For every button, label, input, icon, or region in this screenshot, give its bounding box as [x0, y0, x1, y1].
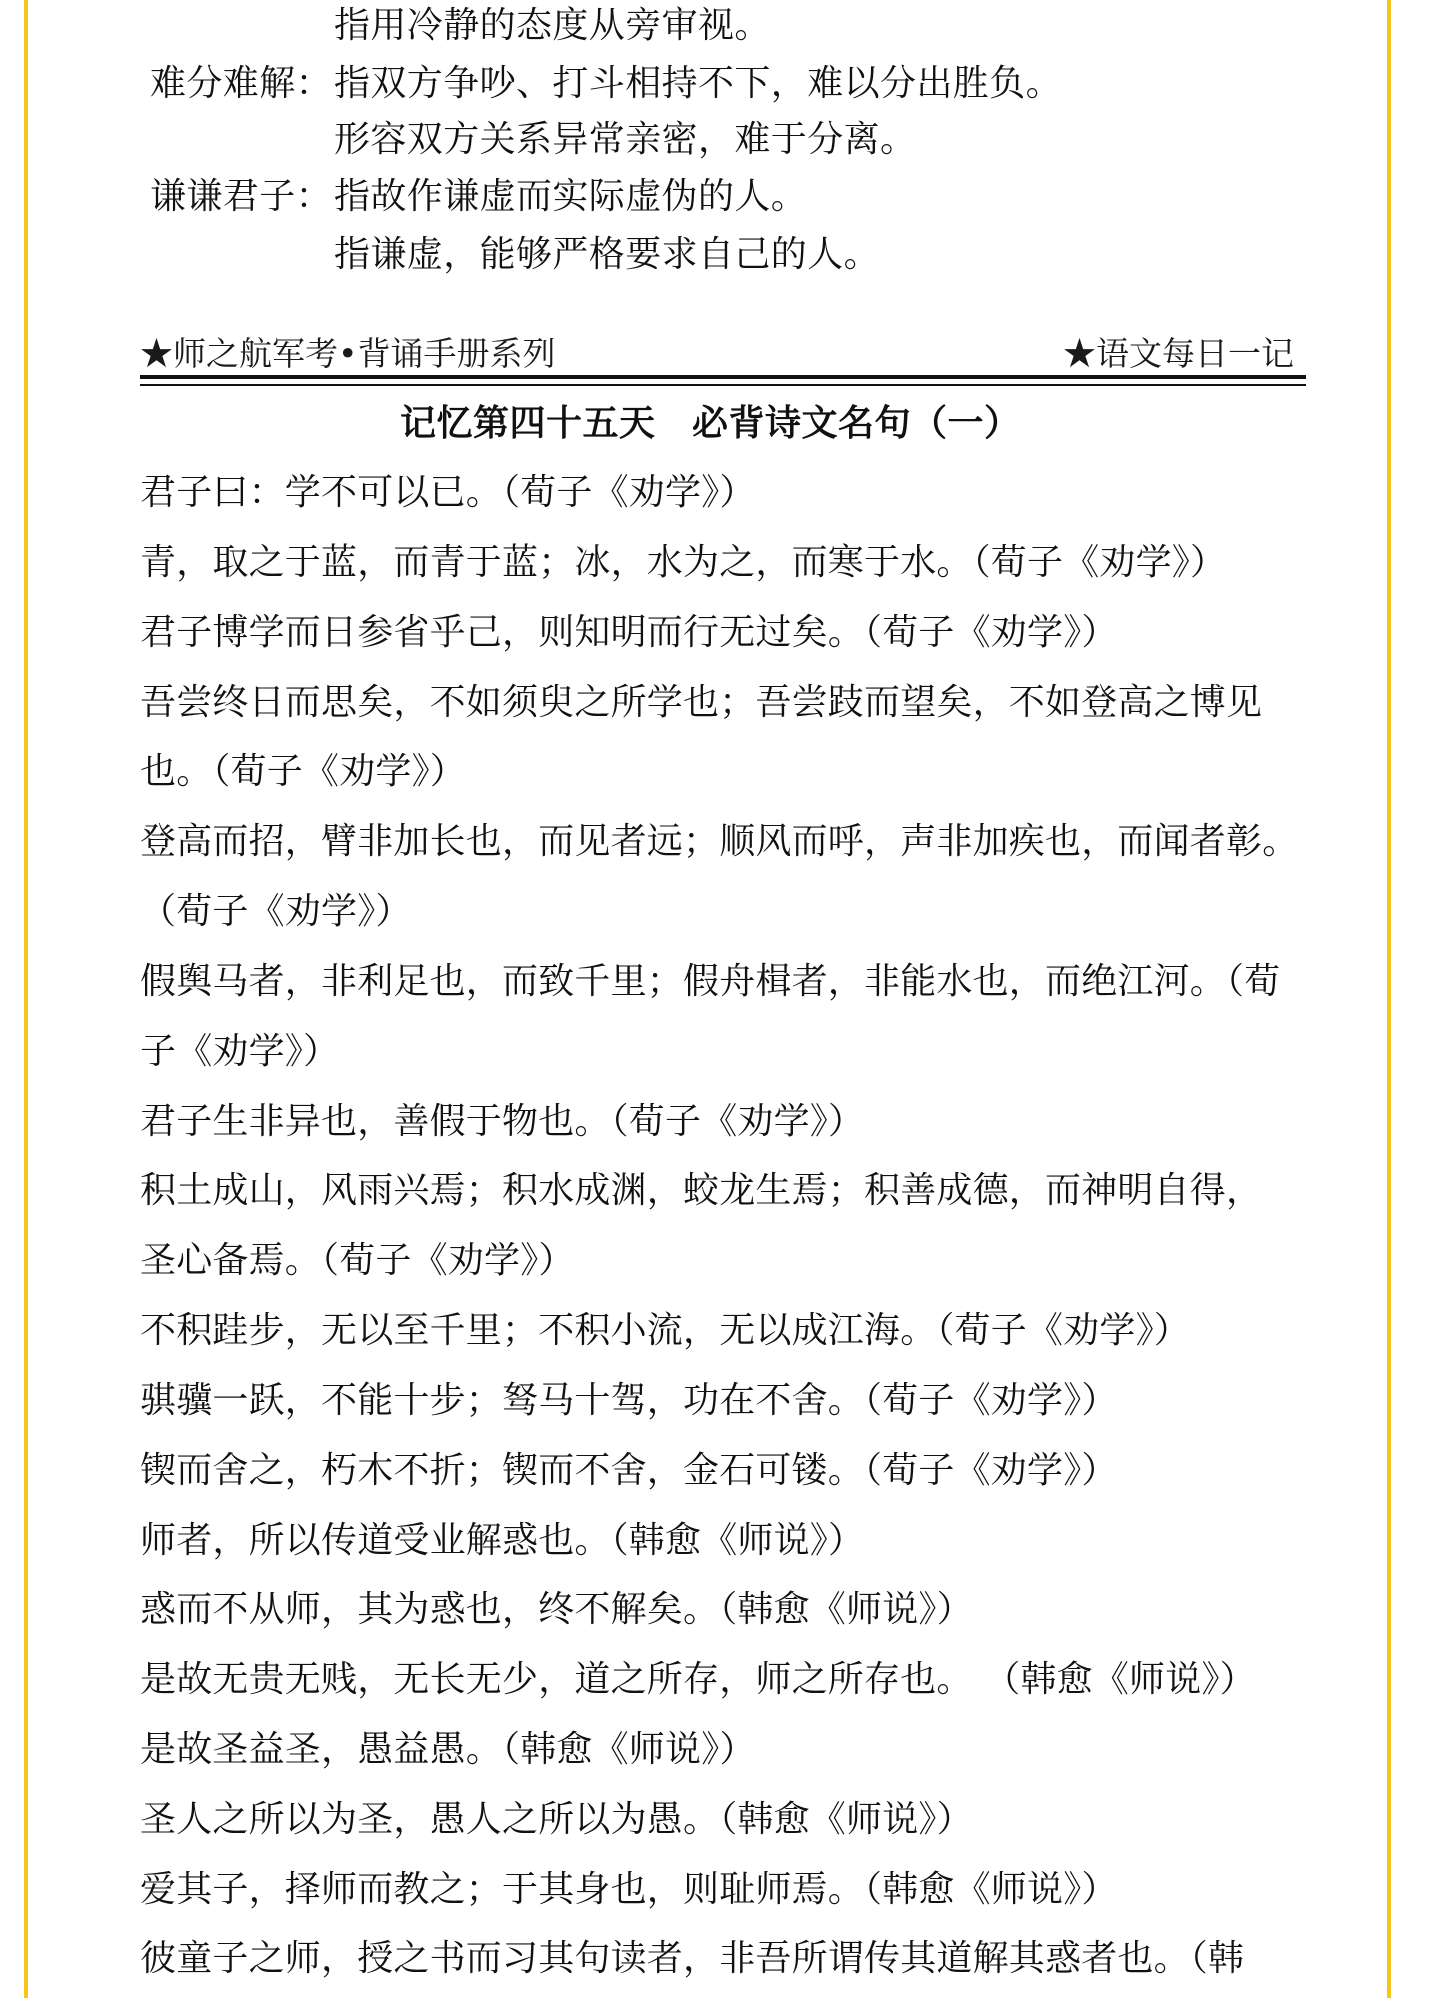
poem-line: 君子博学而日参省乎己，则知明而行无过矣。（荀子《劝学》）	[140, 611, 1118, 653]
poem-line: 是故无贵无贱，无长无少，道之所存，师之所存也。 （韩愈《师说》）	[140, 1659, 1256, 1701]
poem-line: 君子曰：学不可以已。（荀子《劝学》）	[140, 472, 756, 513]
poem-line: 君子生非异也，善假于物也。（荀子《劝学》）	[140, 1100, 865, 1142]
header-daily-label: ★语文每日一记	[1063, 334, 1294, 373]
definition-term: 谦谦君子：	[150, 176, 333, 217]
poem-line: 是故圣益圣，愚益愚。（韩愈《师说》）	[140, 1728, 756, 1770]
section-title: 记忆第四十五天 必背诗文名句（一）	[400, 402, 1021, 444]
poem-line: 不积跬步，无以至千里；不积小流，无以成江海。（荀子《劝学》）	[140, 1310, 1191, 1351]
header-series-title: ★师之航军考•背诵手册系列	[140, 334, 556, 373]
page-border-right	[1387, 0, 1391, 1998]
header-rule-thin	[140, 384, 1306, 386]
poem-line: 爱其子，择师而教之；于其身也，则耻师焉。（韩愈《师说》）	[140, 1868, 1118, 1910]
poem-line: 假舆马者，非利足也，而致千里；假舟楫者，非能水也，而绝江河。（荀	[140, 960, 1281, 1002]
header-rule-thick	[140, 375, 1306, 379]
definition-line: 形容双方关系异常亲密，难于分离。	[334, 119, 917, 160]
poem-line: 青，取之于蓝，而青于蓝；冰，水为之，而寒于水。（荀子《劝学》）	[140, 541, 1227, 583]
poem-line: 登高而招，臂非加长也，而见者远；顺风而呼，声非加疾也，而闻者彰。	[140, 821, 1299, 863]
poem-line: 吾尝终日而思矣，不如须臾之所学也；吾尝跂而望矣，不如登高之博见	[140, 681, 1263, 723]
poem-line: 积土成山，风雨兴焉；积水成渊，蛟龙生焉；积善成德，而神明自得，	[140, 1170, 1263, 1212]
page-border-left	[24, 0, 28, 1998]
poem-line: 惑而不从师，其为惑也，终不解矣。（韩愈《师说》）	[140, 1589, 973, 1631]
poem-line: 也。（荀子《劝学》）	[140, 751, 467, 793]
definition-term: 难分难解：	[150, 63, 333, 104]
poem-line: 彼童子之师，授之书而习其句读者，非吾所谓传其道解其惑者也。（韩	[140, 1938, 1245, 1980]
poem-line: 锲而舍之，朽木不折；锲而不舍，金石可镂。（荀子《劝学》）	[140, 1449, 1118, 1491]
poem-line: 圣人之所以为圣，愚人之所以为愚。（韩愈《师说》）	[140, 1798, 973, 1840]
poem-line: 骐骥一跃，不能十步；驽马十驾，功在不舍。（荀子《劝学》）	[140, 1379, 1118, 1421]
poem-line: 师者，所以传道受业解惑也。（韩愈《师说》）	[140, 1519, 865, 1561]
definition-line: 指双方争吵、打斗相持不下，难以分出胜负。	[334, 63, 1063, 104]
definition-line: 指谦虚，能够严格要求自己的人。	[334, 234, 881, 275]
definition-line: 指故作谦虚而实际虚伪的人。	[334, 176, 808, 217]
poem-line: 圣心备焉。（荀子《劝学》）	[140, 1240, 575, 1282]
poem-line: （荀子《劝学》）	[140, 891, 412, 932]
poem-line: 子《劝学》）	[140, 1030, 340, 1072]
definition-line: 指用冷静的态度从旁审视。	[334, 5, 771, 46]
